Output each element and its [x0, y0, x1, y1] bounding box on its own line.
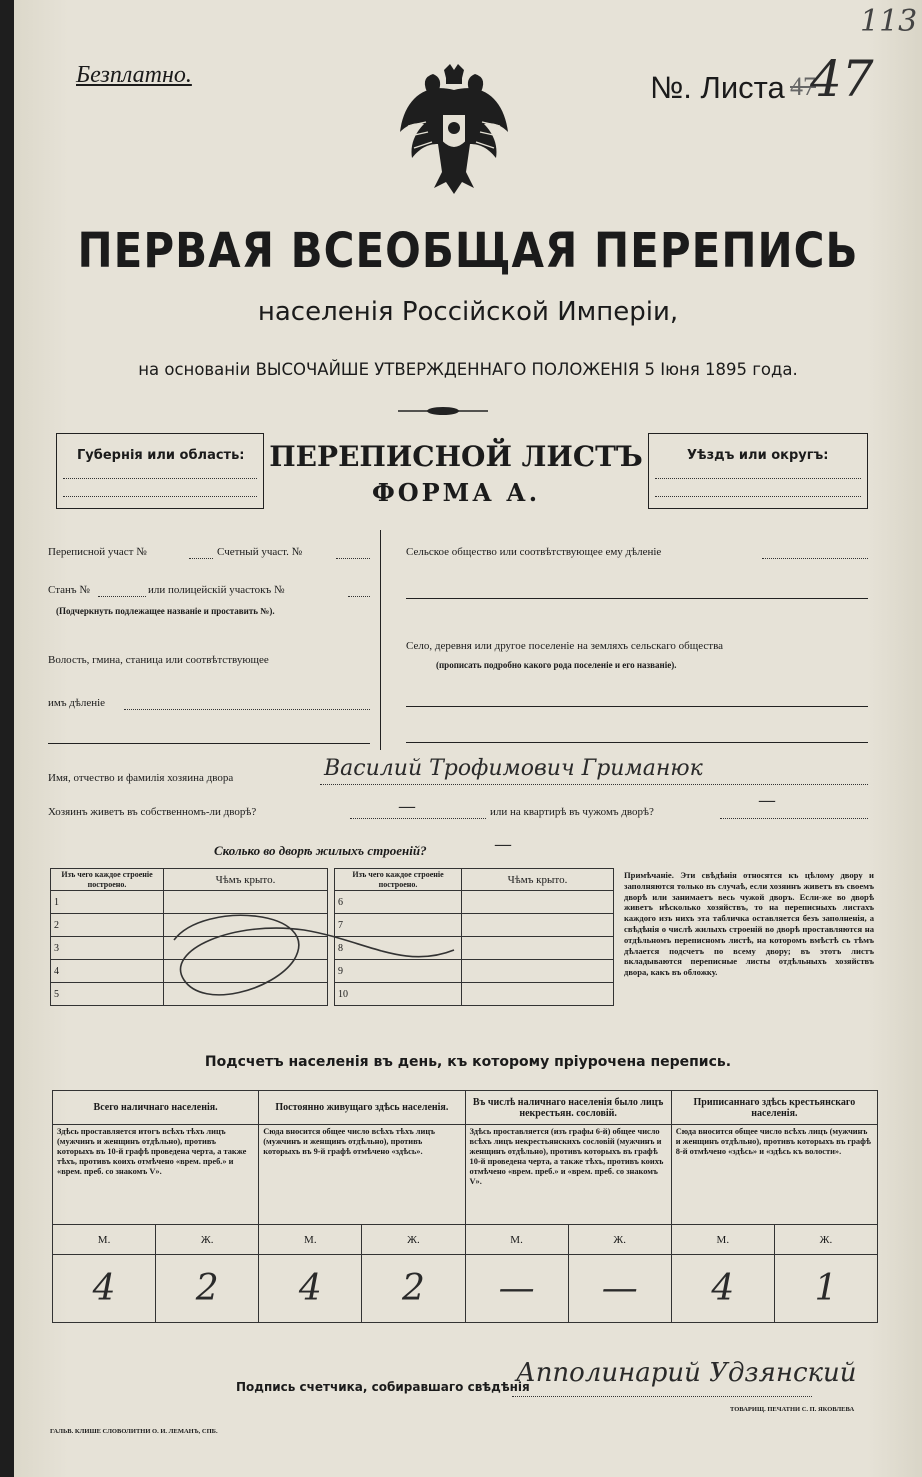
row-label: 6 [335, 891, 462, 914]
pop-desc-registered: Сюда вносится общее число всѣхъ лицъ (мужчинъ и женщинъ отдѣльно), противъ которыхъ въ графѣ 8-й отмѣчено «здѣсь» и «здѣсь къ волости». [671, 1125, 877, 1225]
own-yard-label: Хозяинъ живетъ въ собственномъ-ли дворѣ? [48, 806, 257, 818]
signature-value: Апполинарий Удзянский [516, 1358, 857, 1388]
police-district-line [348, 596, 370, 597]
sheet-number-label: №. Листа [650, 70, 785, 105]
female-header: Ж. [156, 1225, 259, 1255]
pop-desc-permanent: Сюда вносится общее число всѣхъ тѣхъ лицъ (мужчинъ и женщинъ отдѣльно), противъ которыхъ въ 9-й графѣ отмѣчено «здѣсь». [259, 1125, 465, 1225]
col-roof-right: Чѣмъ крыто. [462, 869, 614, 891]
owner-name-label: Имя, отчество и фамилія хозяина двора [48, 772, 234, 784]
pop-header-permanent: Постоянно живущаго здѣсь населенія. [259, 1091, 465, 1125]
total-female-value: 2 [156, 1255, 259, 1323]
apartment-label: или на квартирѣ въ чужомъ дворѣ? [490, 806, 654, 818]
signature-label: Подпись счетчика, собиравшаго свѣдѣнія [236, 1380, 530, 1394]
volost-line [124, 709, 370, 710]
nonpeasant-male-value: — [465, 1255, 568, 1323]
census-title: ПЕРВАЯ ВСЕОБЩАЯ ПЕРЕПИСЬ [77, 222, 859, 279]
census-basis: на основаніи ВЫСОЧАЙШЕ УТВЕРЖДЕННАГО ПОЛОЖЕНІЯ 5 Іюня 1895 года. [138, 360, 798, 379]
census-subtitle: населенія Россійской Имперіи, [257, 297, 679, 327]
permanent-female-value: 2 [362, 1255, 465, 1323]
buildings-count-value: — [494, 834, 512, 855]
pop-desc-nonpeasant: Здѣсь проставляется (изъ графы 6-й) общее число всѣхъ лицъ некрестьянскихъ сословій (мужчинъ и женщинъ отдѣльно), противъ которыхъ въ графѣ 10-й проведена черта, а также тѣхъ, противъ коихъ отмѣчено «врем. преб.» и «врем. преб. со знакомъ V». [465, 1125, 671, 1225]
male-header: М. [53, 1225, 156, 1255]
gubernia-line-2 [63, 496, 257, 497]
free-label: Безплатно. [76, 62, 192, 88]
stan-line [98, 596, 146, 597]
population-table [52, 1090, 878, 1323]
row-label: 8 [335, 937, 462, 960]
village-line-2 [406, 742, 868, 743]
pop-header-nonpeasant: Въ числѣ наличнаго населенія было лицъ некрестьян. сословій. [465, 1091, 671, 1125]
gubernia-label: Губернія или область: [77, 448, 245, 463]
stan-label: Станъ № [48, 584, 90, 596]
form-label: ФОРМА А. [371, 478, 541, 507]
society-label: Сельское общество или соотвѣтствующее ему дѣленіе [406, 546, 662, 558]
census-district-label: Переписной участ № [48, 546, 147, 558]
census-sheet [14, 0, 922, 1477]
sheet-number-value: 47 [810, 50, 874, 108]
row-label: 7 [335, 914, 462, 937]
col-roof-left: Чѣмъ крыто. [164, 869, 328, 891]
uezd-label: Уѣздъ или округъ: [687, 448, 829, 463]
footer-printer-left: ГАЛЬВ. КЛИШЕ СЛОВОЛИТНИ О. И. ЛЕМАНЪ, СПБ. [50, 1428, 218, 1435]
male-header: М. [671, 1225, 774, 1255]
owner-name-value: Василий Трофимович Гриманюк [324, 756, 703, 781]
permanent-male-value: 4 [259, 1255, 362, 1323]
counting-district-line [336, 558, 370, 559]
pop-header-registered: Приписаннаго здѣсь крестьянскаго населенія. [671, 1091, 877, 1125]
police-district-label: или полицейскій участокъ № [148, 584, 285, 596]
buildings-note: Примѣчаніе. Эти свѣдѣнія относятся къ цѣлому двору и заполняются только въ случаѣ, если хозяинъ живетъ въ своемъ дворѣ или занимаетъ весь чужой дворъ. Если-же во дворѣ живетъ нѣсколько хозяйствъ, то на переписныхъ листахъ каждого изъ нихъ эта табличка оставляется безъ заполненія, а свѣдѣнія о числѣ жилыхъ строеній во дворѣ проставляются на отдѣльномъ переписномъ листѣ, на которомъ вмѣстѣ съ тѣмъ дѣлается подсчетъ по всему двору; въ этотъ листъ вкладываются переписные листы отдѣльныхъ хозяйствъ двора, какъ въ обложку. [624, 870, 874, 978]
sheet-number-old: 47 [790, 72, 816, 101]
owner-name-line [320, 784, 868, 785]
counting-district-label: Счетный участ. № [217, 546, 303, 558]
registered-male-value: 4 [671, 1255, 774, 1323]
ornament-divider [398, 405, 488, 417]
female-header: Ж. [568, 1225, 671, 1255]
census-district-line [189, 558, 213, 559]
nonpeasant-female-value: — [568, 1255, 671, 1323]
population-title: Подсчетъ населенія въ день, къ которому пріурочена перепись. [204, 1054, 732, 1070]
underline-note: (Подчеркнуть подлежащее названіе и проставить №). [56, 606, 275, 616]
row-label: 5 [51, 983, 164, 1006]
archive-number: 113 [860, 4, 918, 39]
uezd-line [655, 478, 861, 479]
society-line [762, 558, 868, 559]
society-line-2 [406, 598, 868, 599]
apartment-line [720, 818, 868, 819]
village-line [406, 706, 868, 707]
village-label: Село, деревня или другое поселеніе на земляхъ сельскаго общества [406, 640, 724, 652]
male-header: М. [465, 1225, 568, 1255]
uezd-box [648, 433, 868, 509]
double-headed-eagle-emblem [394, 62, 514, 202]
cross-out-scribble [164, 900, 464, 1020]
pop-header-total: Всего наличнаго населенія. [53, 1091, 259, 1125]
row-label: 1 [51, 891, 164, 914]
volost-label-2: имъ дѣленіе [48, 697, 106, 709]
row-label: 3 [51, 937, 164, 960]
volost-line-2 [48, 743, 370, 744]
female-header: Ж. [774, 1225, 877, 1255]
row-label: 9 [335, 960, 462, 983]
col-material-right: Изъ чего каждое строеніе построено. [335, 869, 462, 891]
total-male-value: 4 [53, 1255, 156, 1323]
apartment-value: — [758, 790, 776, 811]
female-header: Ж. [362, 1225, 465, 1255]
buildings-count-label: Сколько во дворѣ жилыхъ строеній? [214, 843, 427, 858]
row-label: 10 [335, 983, 462, 1006]
male-header: М. [259, 1225, 362, 1255]
volost-label: Волость, гмина, станица или соотвѣтствующее [48, 654, 269, 666]
uezd-line-2 [655, 496, 861, 497]
own-yard-line [350, 818, 486, 819]
village-note: (прописать подробно какого рода поселеніе и его названіе). [436, 660, 677, 670]
row-label: 2 [51, 914, 164, 937]
form-title: ПЕРЕПИСНОЙ ЛИСТЪ [269, 440, 643, 473]
own-yard-value: — [398, 796, 416, 817]
footer-printer-right: ТОВАРИЩ. ПЕЧАТНИ С. П. ЯКОВЛЕВА [730, 1406, 855, 1413]
col-material-left: Изъ чего каждое строеніе построено. [51, 869, 164, 891]
gubernia-box [56, 433, 264, 509]
pop-desc-total: Здѣсь проставляется итогъ всѣхъ тѣхъ лицъ (мужчинъ и женщинъ отдѣльно), противъ которыхъ въ 10-й графѣ проведена черта, а также тѣхъ, противъ коихъ отмѣчено «врем. преб.» и «врем. преб. со знакомъ V». [53, 1125, 259, 1225]
row-label: 4 [51, 960, 164, 983]
signature-line [512, 1396, 812, 1397]
registered-female-value: 1 [774, 1255, 877, 1323]
gubernia-line [63, 478, 257, 479]
location-divider [380, 530, 381, 750]
